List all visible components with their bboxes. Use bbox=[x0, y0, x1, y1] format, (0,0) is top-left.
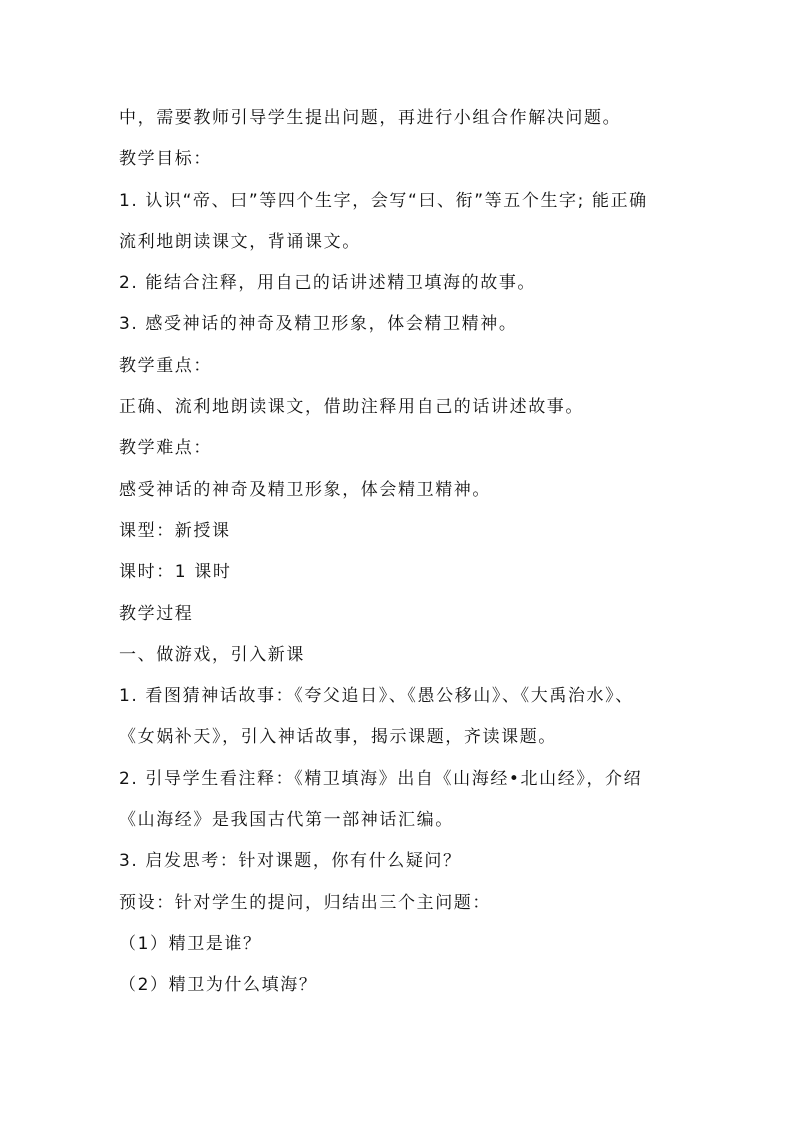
list-item: （1）精卫是谁？ bbox=[119, 933, 262, 954]
section-heading: 教学难点： bbox=[119, 438, 212, 459]
paragraph-line: 2. 能结合注释，用自己的话讲述精卫填海的故事。 bbox=[119, 273, 537, 294]
paragraph-line: 课时：1 课时 bbox=[119, 562, 232, 583]
paragraph-line: 预设：针对学生的提问，归结出三个主问题： bbox=[119, 892, 491, 913]
paragraph-line: 3. 感受神话的神奇及精卫形象，体会精卫精神。 bbox=[119, 314, 518, 335]
paragraph-line: 《山海经》是我国古代第一部神话汇编。 bbox=[119, 810, 454, 831]
paragraph-line: 流利地朗读课文，背诵课文。 bbox=[119, 231, 361, 252]
subsection-heading: 一、做游戏，引入新课 bbox=[119, 644, 305, 665]
paragraph-line: 感受神话的神奇及精卫形象，体会精卫精神。 bbox=[119, 479, 491, 500]
paragraph-line: 3. 启发思考：针对课题，你有什么疑问？ bbox=[119, 851, 462, 872]
list-item: （2）精卫为什么填海？ bbox=[119, 975, 318, 996]
document-body bbox=[119, 98, 689, 1007]
section-heading: 教学目标： bbox=[119, 149, 212, 170]
paragraph-line: 2. 引导学生看注释：《精卫填海》出自《山海经•北山经》，介绍 bbox=[119, 768, 643, 789]
paragraph-line: 中，需要教师引导学生提出问题，再进行小组合作解决问题。 bbox=[119, 108, 622, 128]
paragraph-line: 《女娲补天》，引入神话故事，揭示课题，齐读课题。 bbox=[119, 727, 557, 748]
paragraph-line: 1. 看图猜神话故事：《夸父追日》、《愚公移山》、《大禹治水》、 bbox=[119, 686, 634, 707]
section-heading: 教学重点： bbox=[119, 355, 212, 376]
paragraph-line: 课型：新授课 bbox=[119, 520, 231, 541]
paragraph-line: 1. 认识“帝、曰”等四个生字，会写“曰、衔”等五个生字; 能正确 bbox=[119, 190, 648, 211]
paragraph-line: 正确、流利地朗读课文，借助注释用自己的话讲述故事。 bbox=[119, 397, 584, 418]
section-heading: 教学过程 bbox=[119, 603, 194, 624]
